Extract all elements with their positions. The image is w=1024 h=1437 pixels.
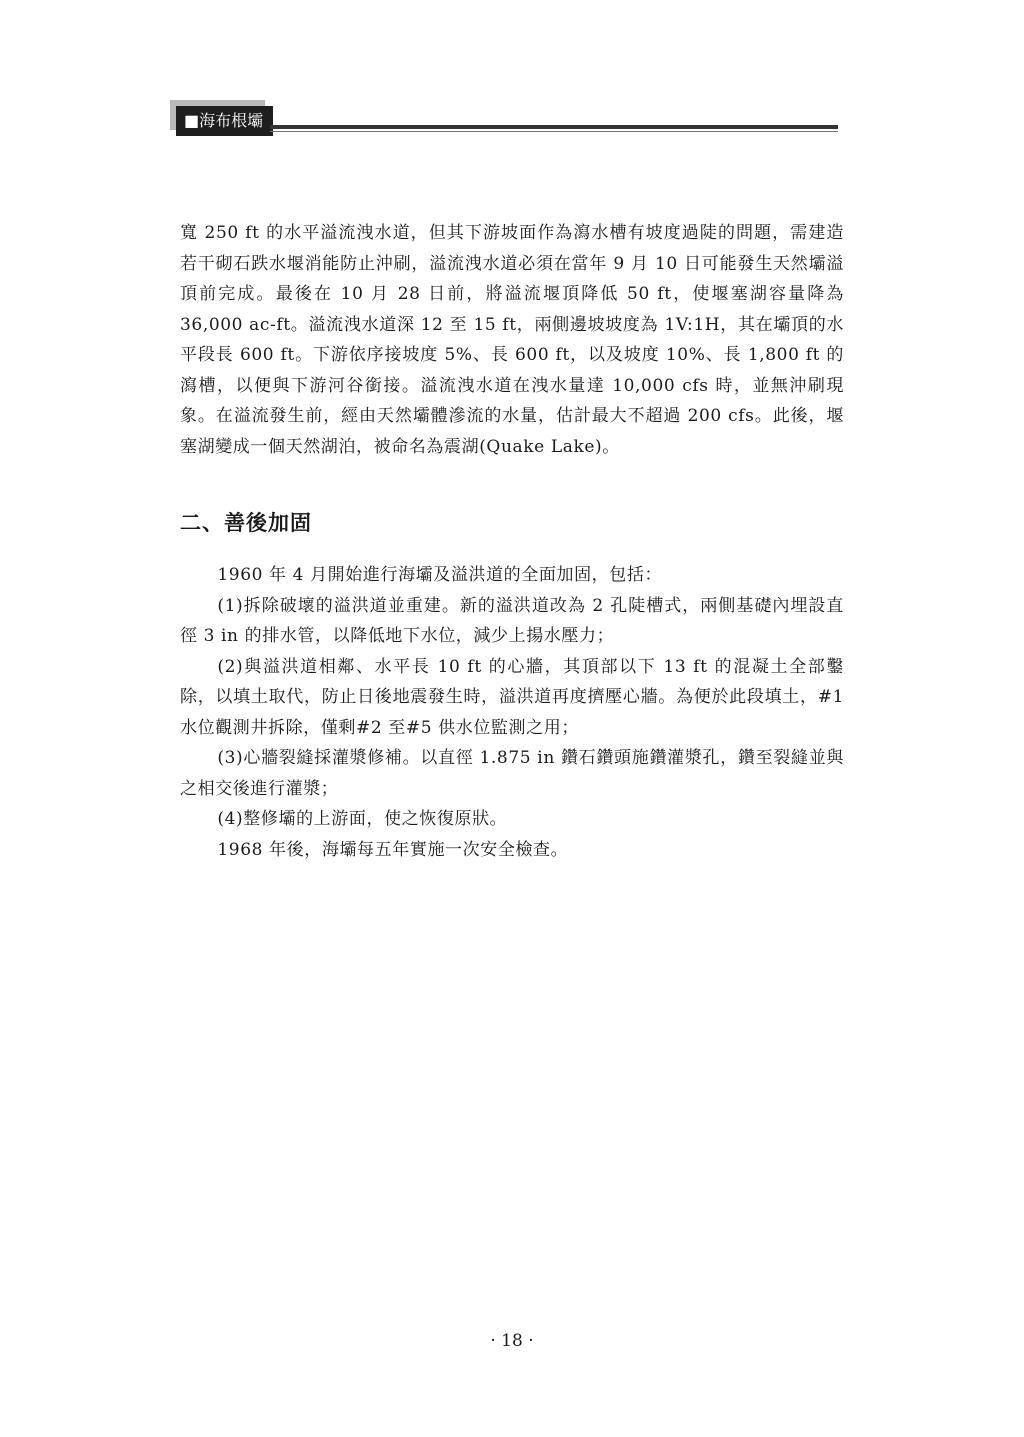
section-paragraph-3: (2)與溢洪道相鄰、水平長 10 ft 的心牆，其頂部以下 13 ft 的混凝土全部鑿除，以填土取代，防止日後地震發生時，溢洪道再度擠壓心牆。為便於此段填土，#1 水位觀測井拆除，僅剩#2 至#5 供水位監測之用； xyxy=(180,656,844,738)
header-rule xyxy=(270,125,838,129)
page-body xyxy=(180,218,844,865)
section-paragraph-6: 1968 年後，海壩每五年實施一次安全檢查。 xyxy=(217,839,569,860)
section-paragraph-5: (4)整修壩的上游面，使之恢復原狀。 xyxy=(217,809,508,829)
intro-paragraph: 寬 250 ft 的水平溢流洩水道，但其下游坡面作為瀉水槽有坡度過陡的問題，需建造若干砌石跌水堰消能防止沖刷，溢流洩水道必須在當年 9 月 10 日可能發生天然壩溢頂前完成。最後在 10 月 28 日前，將溢流堰頂降低 50 ft，使堰塞湖容量降為 36,000 ac-ft。溢流洩水道深 12 至 15 ft，兩側邊坡坡度為 1V:1H，其在壩頂的水平段長 600 ft。下游依序接坡度 5%、長 600 ft，以及坡度 10%、長 1,800 ft 的瀉槽，以便與下游河谷銜接。溢流洩水道在洩水量達 10,000 cfs 時，並無沖刷現象。在溢流發生前，經由天然壩體滲流的水量，估計最大不超過 200 cfs。此後，堰塞湖變成一個天然湖泊，被命名為震湖(Quake Lake)。 xyxy=(180,223,844,457)
section-title: 二、善後加固 xyxy=(180,511,312,535)
header-chapter-tab: ■海布根壩 xyxy=(176,106,273,136)
section-paragraph-1: 1960 年 4 月開始進行海壩及溢洪道的全面加固，包括： xyxy=(217,565,663,585)
running-header xyxy=(170,100,838,140)
header-rule-thin xyxy=(270,131,838,132)
section-paragraph-2: (1)拆除破壞的溢洪道並重建。新的溢洪道改為 2 孔陡槽式，兩側基礎內埋設直徑 3 in 的排水管，以降低地下水位，減少上揚水壓力； xyxy=(180,595,844,646)
section-paragraph-4: (3)心牆裂縫採灌漿修補。以直徑 1.875 in 鑽石鑽頭施鑽灌漿孔，鑽至裂縫並與之相交後進行灌漿； xyxy=(180,748,844,799)
page-number: · 18 · xyxy=(490,1331,534,1351)
